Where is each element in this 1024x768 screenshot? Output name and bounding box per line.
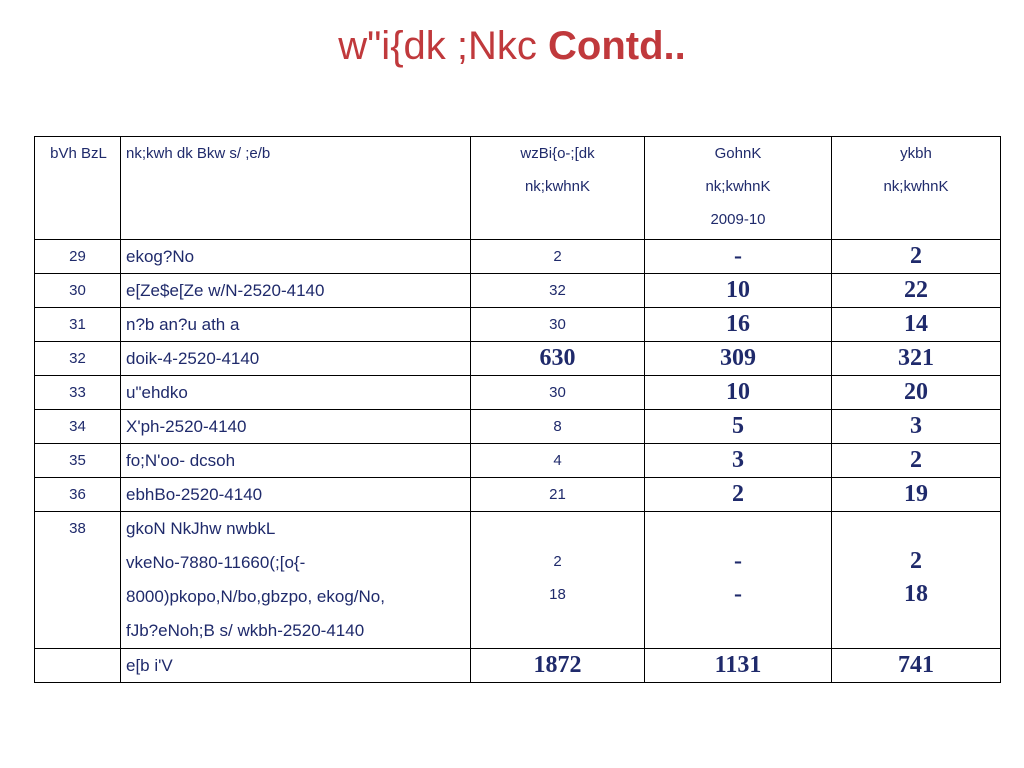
row-post-name: doik-4-2520-4140 — [121, 342, 471, 376]
table-header-row — [35, 137, 1001, 240]
row-post-name: ekog?No — [121, 240, 471, 274]
row-sanctioned: 32 — [471, 274, 645, 308]
header-vacant — [832, 137, 1001, 240]
table-row — [35, 240, 1001, 274]
row-post-name: e[Ze$e[Ze w/N-2520-4140 — [121, 274, 471, 308]
row-sanctioned — [471, 512, 645, 649]
posts-table — [34, 136, 1001, 683]
row-vacant: 19 — [832, 478, 1001, 512]
row-filled: 3 — [645, 444, 832, 478]
row-sanctioned: 30 — [471, 376, 645, 410]
row-sanctioned-value: 2 — [553, 553, 562, 570]
row-post-name: ebhBo-2520-4140 — [121, 478, 471, 512]
header-filled-year: 2009-10 — [710, 211, 766, 228]
row-serial: 35 — [35, 444, 121, 478]
row-post-name: X'ph-2520-4140 — [121, 410, 471, 444]
header-serial — [35, 137, 121, 240]
total-label: e[b i'V — [121, 649, 471, 683]
row-vacant-value: 2 — [910, 548, 922, 574]
row-filled: 5 — [645, 410, 832, 444]
header-vacant-line2: nk;kwhnK — [883, 178, 949, 195]
header-filled — [645, 137, 832, 240]
row-post-name-line: fJb?eNoh;B s/ wkbh-2520-4140 — [126, 621, 365, 640]
table-row — [35, 376, 1001, 410]
row-vacant: 22 — [832, 274, 1001, 308]
total-sanctioned: 1872 — [471, 649, 645, 683]
row-serial: 31 — [35, 308, 121, 342]
row-vacant: 20 — [832, 376, 1001, 410]
table-row — [35, 410, 1001, 444]
row-post-name: n?b an?u ath a — [121, 308, 471, 342]
row-serial: 32 — [35, 342, 121, 376]
row-filled: 16 — [645, 308, 832, 342]
row-vacant: 2 — [832, 240, 1001, 274]
header-filled-line2: nk;kwhnK — [705, 178, 771, 195]
row-sanctioned: 8 — [471, 410, 645, 444]
row-vacant: 2 — [832, 444, 1001, 478]
row-serial: 38 — [35, 512, 121, 649]
row-serial: 29 — [35, 240, 121, 274]
page-title — [0, 24, 1024, 69]
row-vacant-value: 18 — [904, 581, 928, 607]
row-serial: 33 — [35, 376, 121, 410]
row-filled: 2 — [645, 478, 832, 512]
row-vacant: 3 — [832, 410, 1001, 444]
header-post-name-label: nk;kwh dk Bkw s/ ;e/b — [126, 145, 271, 162]
table-total-row — [35, 649, 1001, 683]
row-post-name: fo;N'oo- dcsoh — [121, 444, 471, 478]
row-filled: 309 — [645, 342, 832, 376]
total-vacant: 741 — [832, 649, 1001, 683]
row-post-name: u"ehdko — [121, 376, 471, 410]
row-sanctioned: 21 — [471, 478, 645, 512]
row-vacant: 321 — [832, 342, 1001, 376]
header-vacant-line1: ykbh — [900, 145, 932, 162]
row-vacant — [832, 512, 1001, 649]
row-filled-value: - — [734, 581, 742, 607]
row-post-name — [121, 512, 471, 649]
row-serial: 36 — [35, 478, 121, 512]
header-serial-label: bVh BzL — [50, 145, 107, 162]
header-post-name — [121, 137, 471, 240]
row-sanctioned: 2 — [471, 240, 645, 274]
row-sanctioned: 30 — [471, 308, 645, 342]
header-sanctioned — [471, 137, 645, 240]
table-row — [35, 444, 1001, 478]
row-filled: 10 — [645, 376, 832, 410]
row-filled-value: - — [734, 548, 742, 574]
row-filled: 10 — [645, 274, 832, 308]
table-row-multi — [35, 512, 1001, 649]
table-row — [35, 274, 1001, 308]
header-filled-line1: GohnK — [714, 145, 762, 162]
row-serial: 34 — [35, 410, 121, 444]
row-sanctioned: 630 — [471, 342, 645, 376]
header-sanctioned-line1: wzBi{o-;[dk — [520, 145, 595, 162]
table-row — [35, 308, 1001, 342]
total-serial-empty — [35, 649, 121, 683]
total-filled: 1131 — [645, 649, 832, 683]
row-post-name-line: gkoN NkJhw nwbkL — [126, 519, 276, 538]
row-sanctioned: 4 — [471, 444, 645, 478]
row-serial: 30 — [35, 274, 121, 308]
row-vacant: 14 — [832, 308, 1001, 342]
title-contd: Contd.. — [548, 24, 686, 68]
title-text: w"i{dk ;Nkc — [338, 24, 549, 68]
row-filled: - — [645, 240, 832, 274]
table-row — [35, 478, 1001, 512]
row-post-name-line: vkeNo-7880-11660(;[o{- — [126, 553, 306, 572]
row-post-name-line: 8000)pkopo,N/bo,gbzpo, ekog/No, — [126, 587, 385, 606]
row-sanctioned-value: 18 — [549, 586, 566, 603]
row-filled — [645, 512, 832, 649]
header-sanctioned-line2: nk;kwhnK — [524, 178, 591, 195]
table-row — [35, 342, 1001, 376]
